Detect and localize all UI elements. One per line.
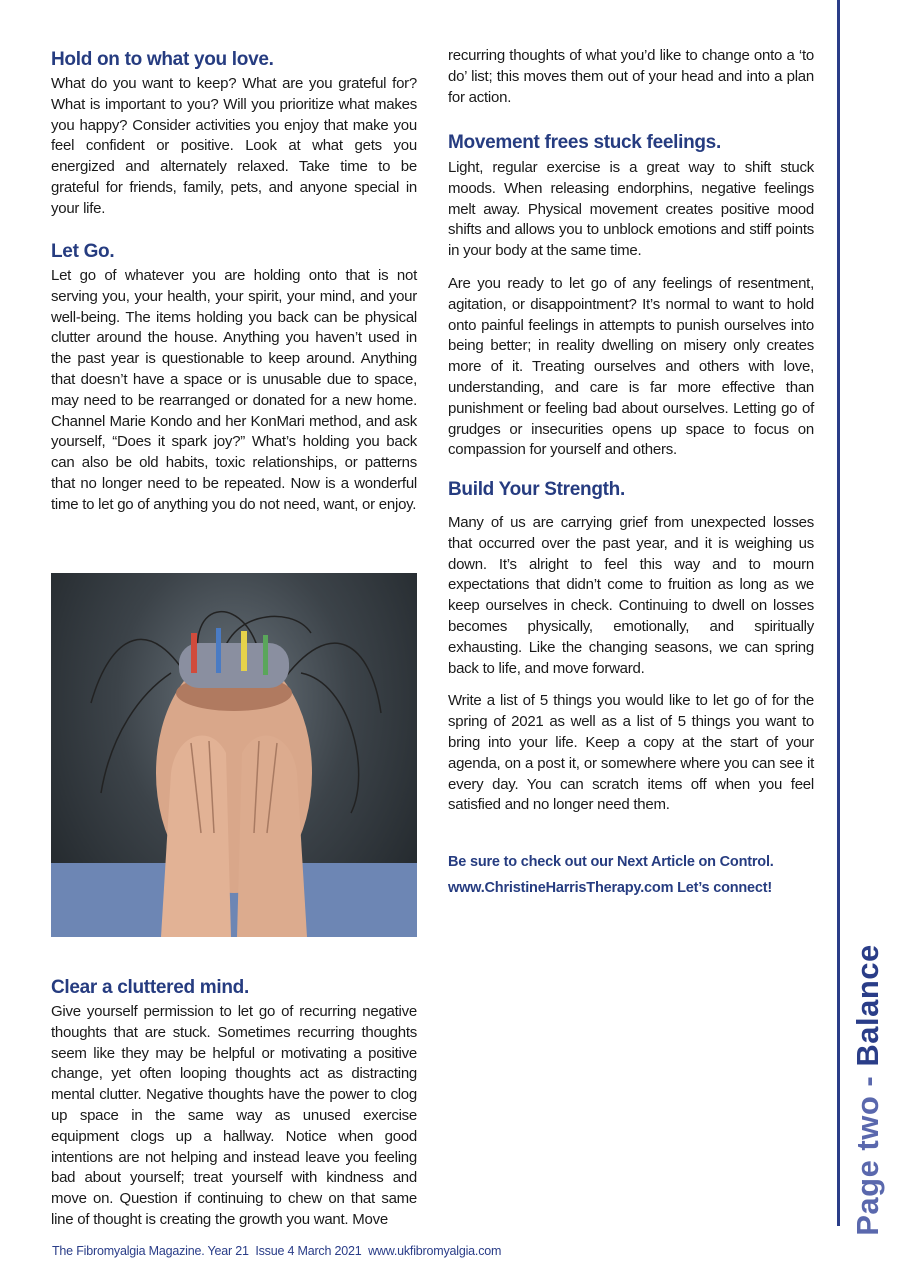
paragraph: Give yourself permission to let go of recurring negative thoughts that are stuck. Sometimes recurring thoughts seem like they may be helpful or motivating a positive change, yet often looping thoughts act as distracting mental clutter. Negative thoughts have the power to clog up space in the same way as unused exercise equipment clogs up a hallway. Notice when good intentions are not helping and instead leave you feeling bad about yourself; treat yourself with kindness and move on. Question if continuing to chew on that same line of thought is creating the growth you want. Move [51,1003,417,1228]
section-let-go [51,240,417,516]
section-heading: Let Go. [51,241,115,262]
call-to-action [448,849,814,901]
section-movement [448,131,814,461]
next-article-note: Be sure to check out our Next Article on Control. [448,854,774,870]
paragraph: What do you want to keep? What are you grateful for? What is important to you? Will you prioritize what makes you happy? Consider activities you enjoy that make you feel confident or positive. Look at what gets you energized and alternately relaxed. Take time to be grateful for friends, family, pets, and anyone special in your life. [51,75,417,217]
paragraph: recurring thoughts of what you’d like to change onto a ‘to do’ list; this moves them out of your head and into a plan for action. [448,47,814,106]
side-page-title [850,944,886,1236]
paragraph: Many of us are carrying grief from unexpected losses that occurred over the past year, and it is weighing us down. It’s alright to feel this way and to mourn expectations that didn’t come to fruition as long as we keep ourselves in check. Continuing to dwell on losses becomes physically, emotionally, and spiritually exhausting. Like the changing seasons, we can spring back to life, and move forward. [448,514,814,677]
website-link[interactable]: www.ChristineHarrisTherapy.com Let’s connect! [448,880,773,896]
continued-paragraph [448,46,814,108]
page-footer: The Fibromyalgia Magazine. Year 21 Issue 4 March 2021 www.ukfibromyalgia.com [52,1244,502,1258]
section-heading: Movement frees stuck feelings. [448,132,721,153]
paragraph: Light, regular exercise is a great way to shift stuck moods. When releasing endorphins, negative feelings melt away. Physical movement creates positive mood shifts and allows you to unblock emotions and stiff points in your body at the same time. [448,159,814,260]
section-clear-mind [51,976,417,1231]
section-heading: Clear a cluttered mind. [51,977,249,998]
side-divider [837,0,840,1226]
paragraph: Write a list of 5 things you would like to let go of for the spring of 2021 as well as a list of 5 things you want to bring into your life. Keep a copy at the start of your agenda, on a post it, or somewhere where you can see it every day. You can scratch items off when you feel satisfied and no longer need them. [448,692,814,814]
section-heading: Build Your Strength. [448,479,625,500]
article-photo-cluttered-mind [51,573,417,937]
section-build-strength [448,478,814,816]
side-title-part2: Balance [850,944,885,1067]
paragraph: Are you ready to let go of any feelings of resentment, agitation, or disappointment? It’s normal to want to hold onto painful feelings in attempts to punish ourselves into being better; in reality dwelling on misery only creates more of it. Treating ourselves and others with love, understanding, and care is far more effective than punishment or feeling bad about ourselves. Letting go of grudges or insecurities opens up space to focus on compassion for yourself and others. [448,274,814,459]
paragraph: Let go of whatever you are holding onto that is not serving you, your health, your spirit, your mind, and your well-being. The items holding you back can be physical clutter around the house. Anything you haven’t used in the past year is questionable to keep around. Anything that doesn’t have a space or is unusable due to space, may need to be rearranged or donated for a new home. Channel Marie Kondo and her KonMari method, and ask yourself, “Does it spark joy?” What’s holding you back can also be old habits, toxic relationships, or patterns that no longer need to be repeated. Now is a wonderful time to let go of anything you do not need, want, or enjoy. [51,267,417,513]
side-title-part1: Page two - [850,1066,885,1236]
section-heading: Hold on to what you love. [51,49,274,70]
section-hold-on [51,48,417,220]
